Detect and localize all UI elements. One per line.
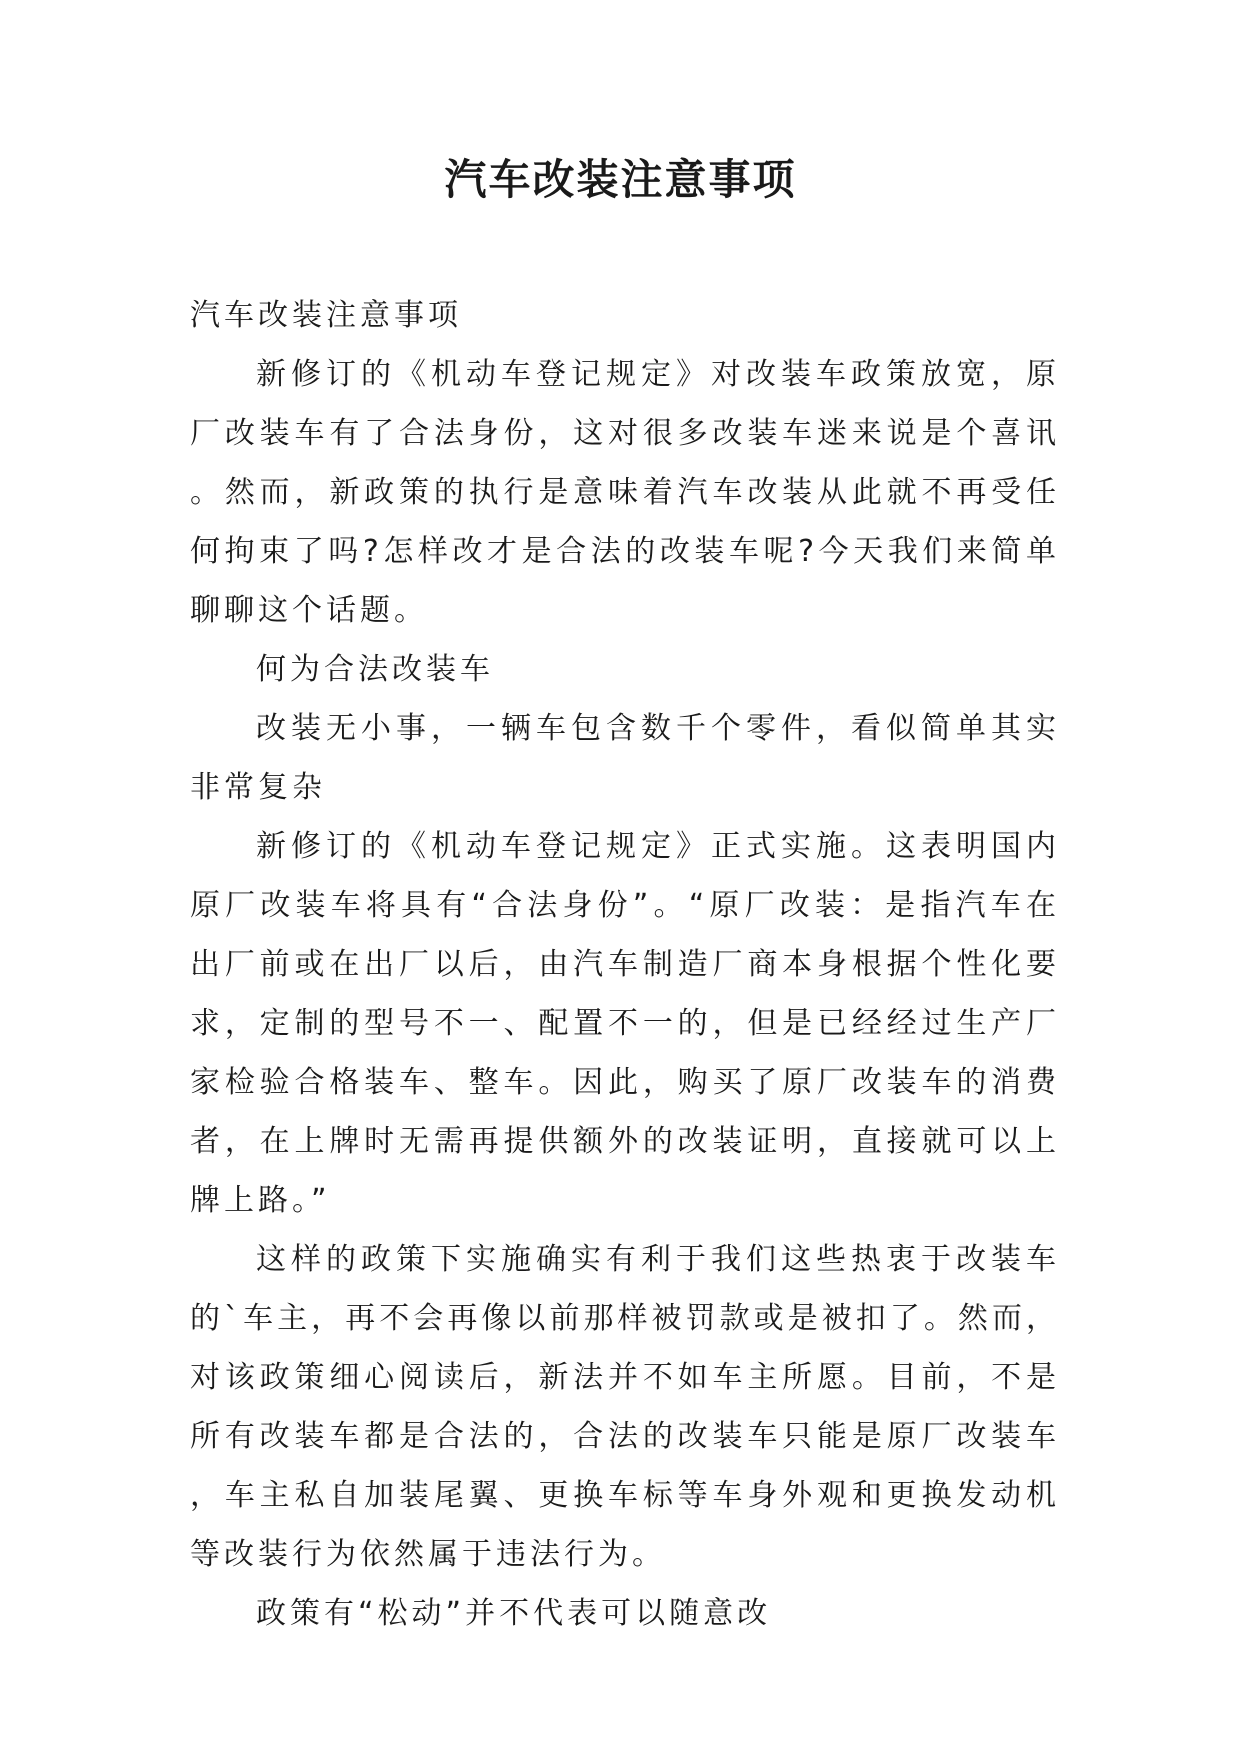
paragraph-regulation: 新修订的《机动车登记规定》正式实施。这表明国内原厂改装车将具有“合法身份”。“原厂改装：是指汽车在出厂前或在出厂以后，由汽车制造厂商本身根据个性化要求，定制的型号不一、配置不一的，但是已经经过生产厂家检验合格装车、整车。因此，购买了原厂改装车的消费者，在上牌时无需再提供额外的改装证明，直接就可以上牌上路。” — [190, 829, 1060, 1218]
paragraph-heading: 汽车改装注意事项 — [190, 298, 462, 333]
paragraph-policy-effect: 这样的政策下实施确实有利于我们这些热衷于改装车的`车主，再不会再像以前那样被罚款或是被扣了。然而，对该政策细心阅读后，新法并不如车主所愿。目前，不是所有改装车都是合法的，合法的改装车只能是原厂改装车，车主私自加装尾翼、更换车标等车身外观和更换发动机等改装行为依然属于违法行为。 — [190, 1242, 1060, 1572]
section-heading-policy-loosening: 政策有“松动”并不代表可以随意改 — [256, 1596, 772, 1631]
paragraph-complexity: 改装无小事，一辆车包含数千个零件，看似简单其实非常复杂 — [190, 711, 1060, 805]
document-title: 汽车改装注意事项 — [444, 155, 797, 204]
document-body — [190, 286, 1060, 1643]
paragraph-intro: 新修订的《机动车登记规定》对改装车政策放宽，原厂改装车有了合法身份，这对很多改装车迷来说是个喜讯。然而，新政策的执行是意味着汽车改装从此就不再受任何拘束了吗?怎样改才是合法的改装车呢?今天我们来简单聊聊这个话题。 — [190, 357, 1060, 628]
section-heading-legal-modification: 何为合法改装车 — [256, 652, 494, 687]
